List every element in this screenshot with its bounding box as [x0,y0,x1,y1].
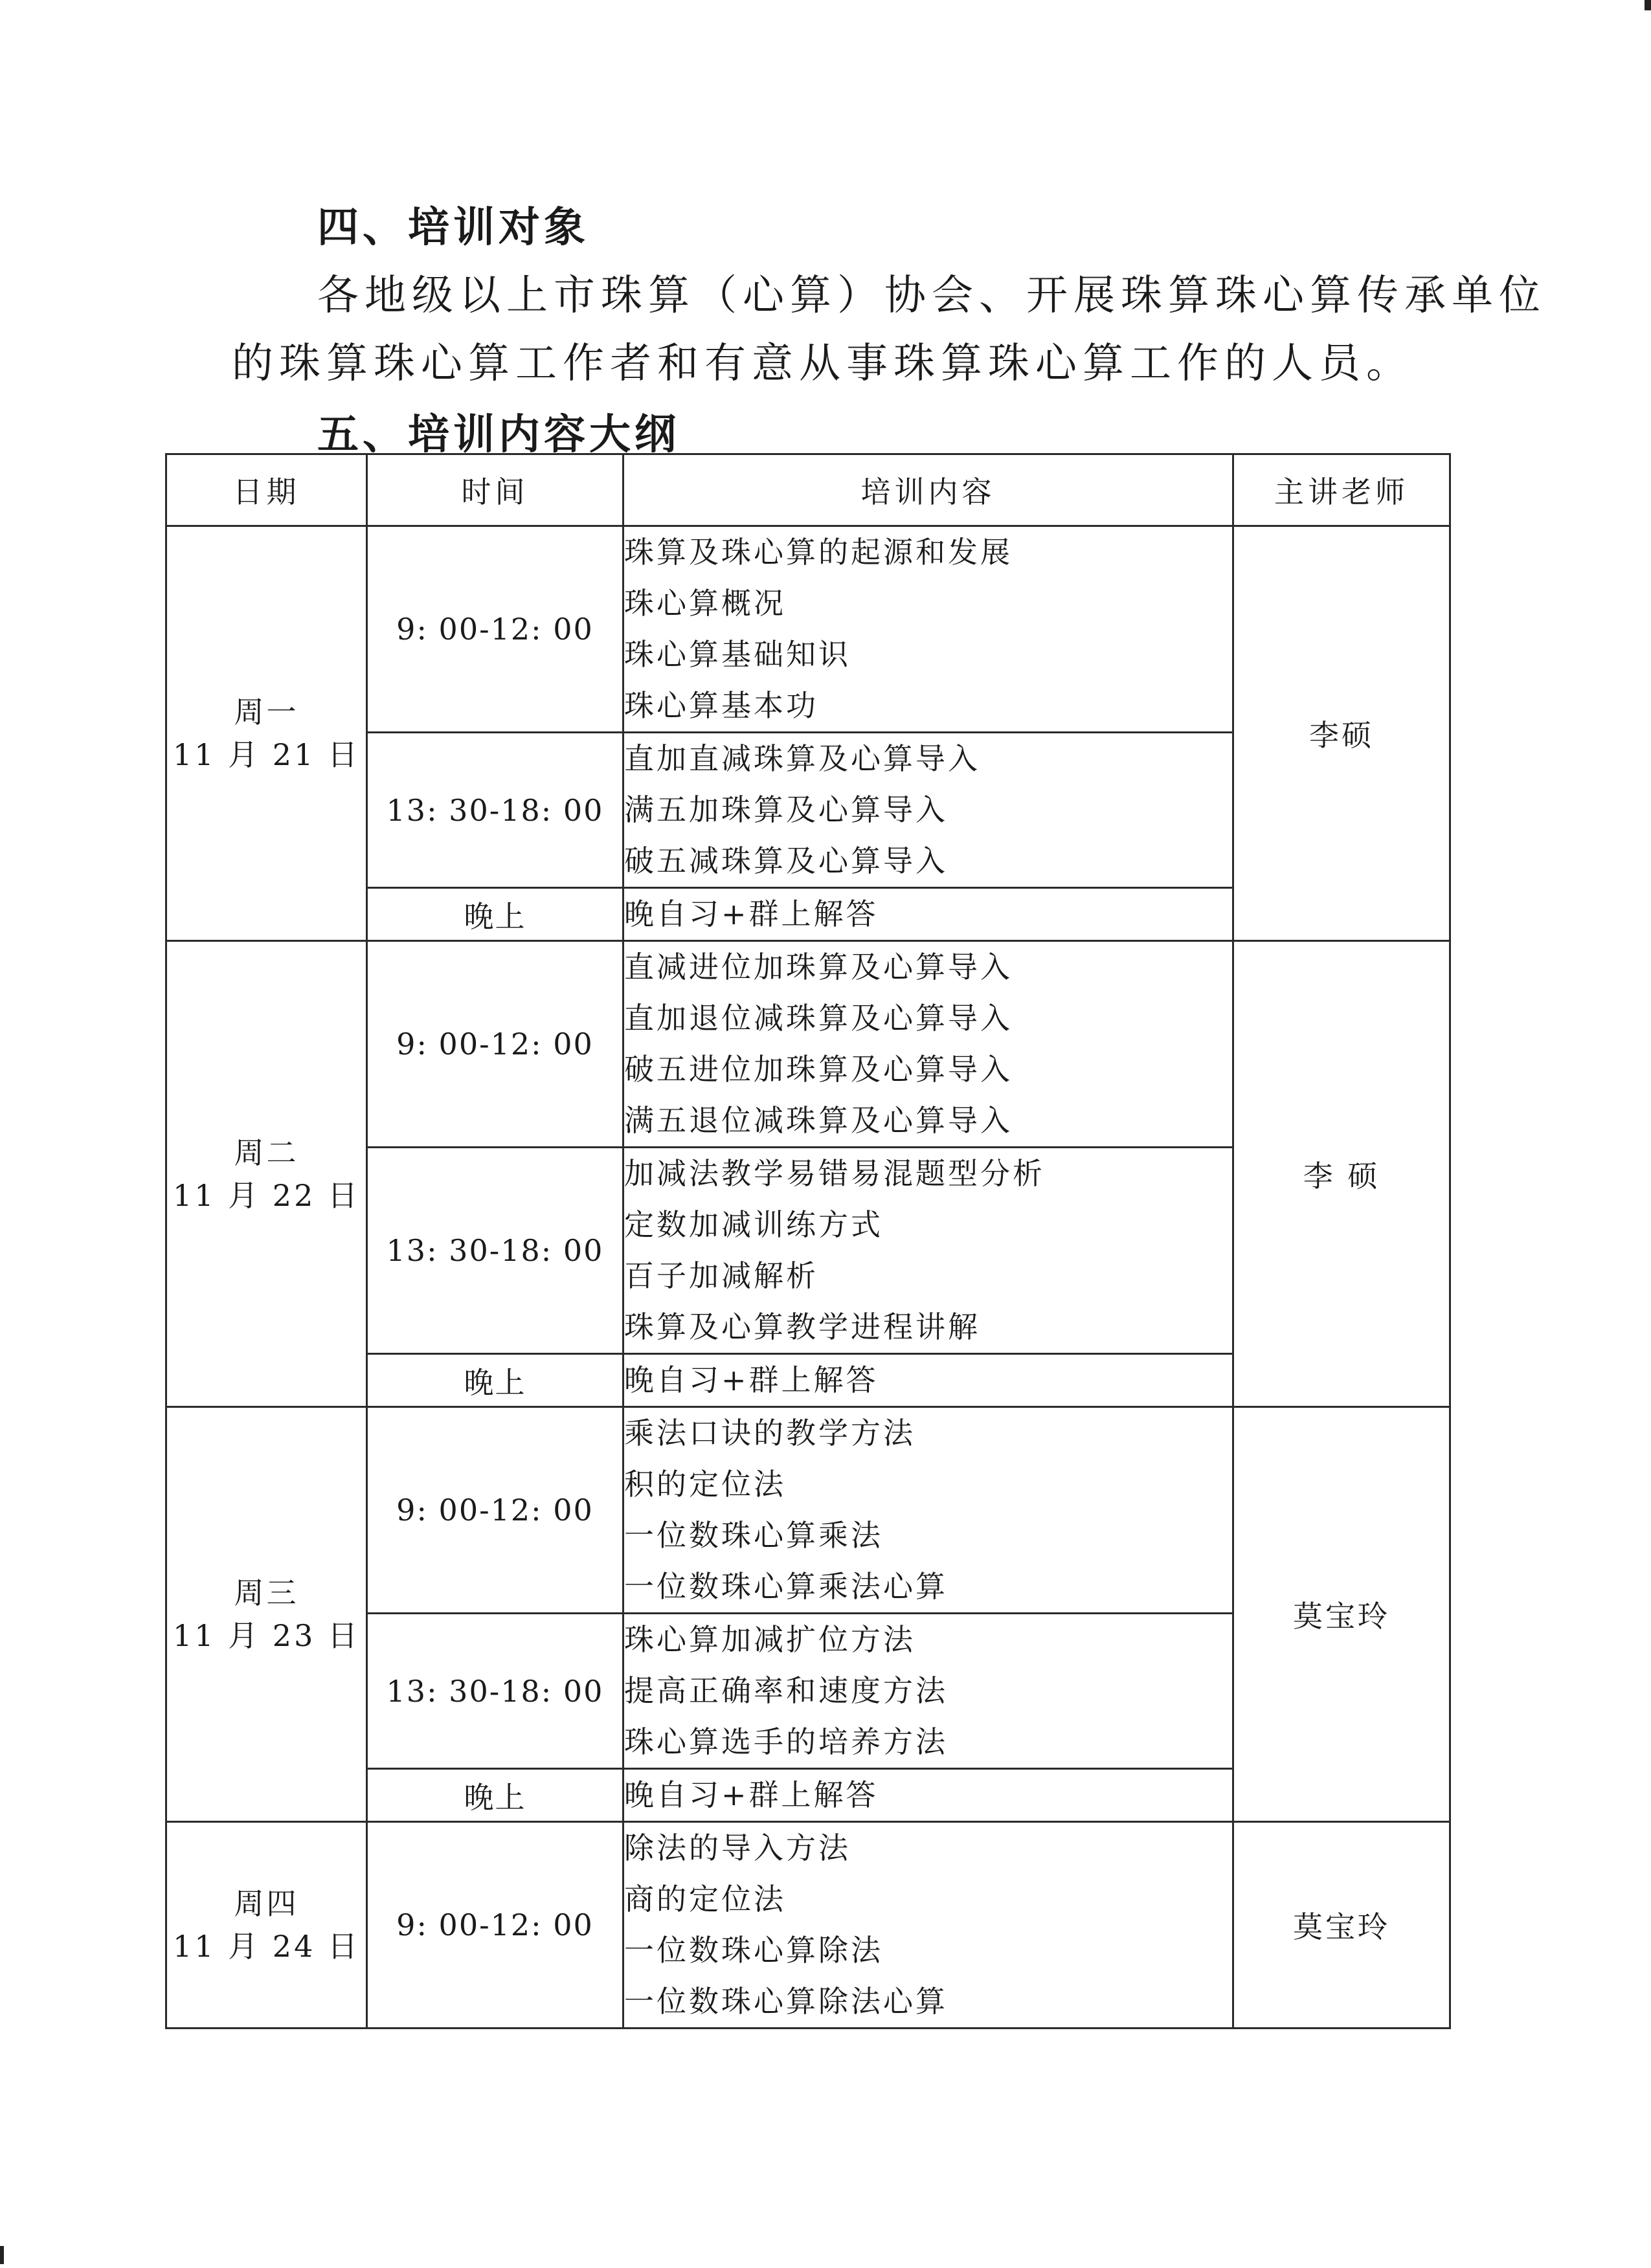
content-item: 一位数珠心算除法心算 [624,1984,948,2019]
content-item: 一位数珠心算除法 [624,1933,883,1968]
table-row [166,526,1450,733]
time-cell: 9: 00-12: 00 [367,526,623,733]
content-cell [623,1614,1233,1769]
content-item: 满五退位减珠算及心算导入 [624,1103,1013,1138]
content-cell [623,941,1233,1148]
content-cell [623,1407,1233,1614]
date-label: 11 月 24 日 [173,1929,360,1964]
time-cell: 13: 30-18: 00 [367,1614,623,1769]
date-cell [166,941,367,1407]
time-cell: 9: 00-12: 00 [367,1822,623,2029]
content-item: 满五加珠算及心算导入 [624,792,948,827]
teacher-cell: 莫宝玲 [1233,1407,1450,1822]
weekday-label: 周一 [234,695,299,729]
content-item: 提高正确率和速度方法 [624,1673,948,1708]
time-cell: 13: 30-18: 00 [367,1148,623,1354]
header-teacher: 主讲老师 [1233,454,1450,526]
weekday-label: 周四 [234,1886,299,1921]
content-item: 加减法教学易错易混题型分析 [624,1156,1045,1191]
content-cell [623,1148,1233,1354]
scan-edge-mark [0,2246,4,2264]
content-cell [623,1822,1233,2029]
time-cell: 晚上 [367,888,623,941]
content-item: 直加退位减珠算及心算导入 [624,1001,1013,1036]
header-time: 时间 [367,454,623,526]
time-cell: 9: 00-12: 00 [367,1407,623,1614]
content-item: 晚自习+群上解答 [624,896,879,931]
content-item: 晚自习+群上解答 [624,1362,879,1397]
training-schedule-table [165,453,1451,2029]
content-cell [623,1354,1233,1407]
content-cell [623,733,1233,888]
teacher-cell: 李硕 [1233,526,1450,941]
table-row [166,1407,1450,1614]
date-label: 11 月 23 日 [173,1618,360,1653]
weekday-label: 周二 [234,1135,299,1170]
content-item: 积的定位法 [624,1467,786,1502]
content-item: 除法的导入方法 [624,1830,851,1865]
section-4-paragraph-line-1: 各地级以上市珠算（心算）协会、开展珠算珠心算传承单位 [317,272,1546,320]
content-item: 珠心算选手的培养方法 [624,1724,948,1759]
content-item: 乘法口诀的教学方法 [624,1416,915,1451]
content-item: 珠心算基础知识 [624,637,851,672]
table-row [166,941,1450,1148]
table-row [166,1822,1450,2029]
teacher-cell: 李 硕 [1233,941,1450,1407]
section-4-heading: 四、培训对象 [317,203,589,252]
content-cell [623,888,1233,941]
content-item: 珠算及珠心算的起源和发展 [624,535,1013,570]
section-4-paragraph-line-2: 的珠算珠心算工作者和有意从事珠算珠心算工作的人员。 [232,340,1413,388]
content-item: 珠心算概况 [624,586,786,621]
weekday-label: 周三 [234,1575,299,1610]
content-item: 百子加减解析 [624,1258,818,1293]
content-item: 一位数珠心算乘法 [624,1518,883,1553]
content-item: 一位数珠心算乘法心算 [624,1569,948,1604]
content-item: 商的定位法 [624,1882,786,1917]
time-cell: 13: 30-18: 00 [367,733,623,888]
content-item: 珠心算基本功 [624,688,818,723]
table-header-row [166,454,1450,526]
content-item: 破五进位加珠算及心算导入 [624,1052,1013,1087]
header-date: 日期 [166,454,367,526]
date-cell [166,526,367,941]
teacher-cell: 莫宝玲 [1233,1822,1450,2029]
time-cell: 9: 00-12: 00 [367,941,623,1148]
date-label: 11 月 21 日 [173,737,360,772]
date-cell [166,1407,367,1822]
content-item: 直减进位加珠算及心算导入 [624,950,1013,984]
content-item: 珠心算加减扩位方法 [624,1622,915,1657]
date-label: 11 月 22 日 [173,1177,360,1213]
scan-edge-mark [1645,0,1651,10]
content-cell [623,526,1233,733]
date-cell [166,1822,367,2029]
time-cell: 晚上 [367,1354,623,1407]
content-item: 直加直减珠算及心算导入 [624,741,980,776]
time-cell: 晚上 [367,1769,623,1822]
header-content: 培训内容 [623,454,1233,526]
content-item: 珠算及心算教学进程讲解 [624,1309,980,1344]
content-cell [623,1769,1233,1822]
content-item: 破五减珠算及心算导入 [624,843,948,878]
section-5-heading: 五、培训内容大纲 [317,410,680,459]
content-item: 晚自习+群上解答 [624,1777,879,1812]
content-item: 定数加减训练方式 [624,1207,883,1242]
